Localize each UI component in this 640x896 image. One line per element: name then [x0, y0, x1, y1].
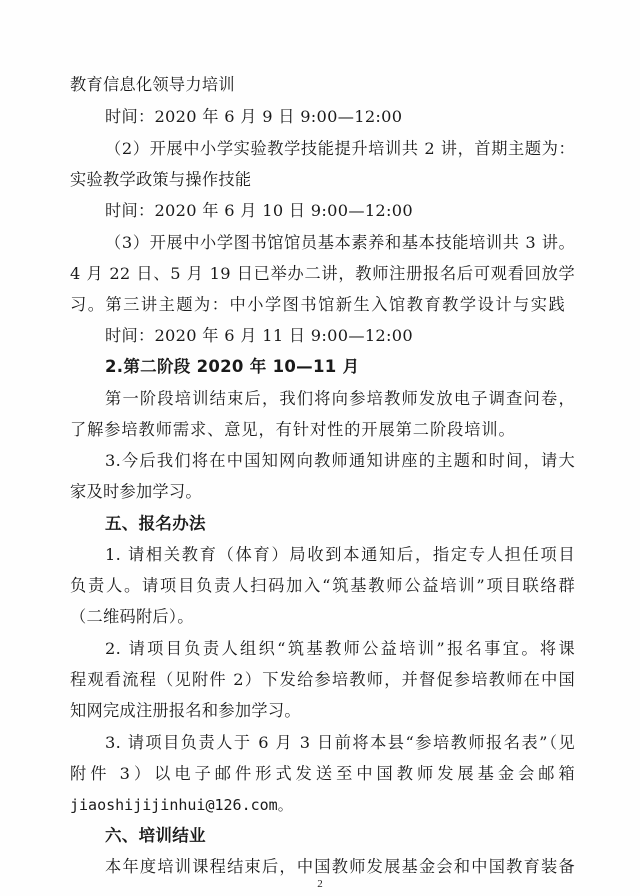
text-line: 本年度培训课程结束后，中国教师发展基金会和中国教育装备 — [105, 857, 575, 876]
text-line: 实验教学政策与操作技能 — [70, 170, 252, 189]
text-line: 附件 3）以电子邮件形式发送至中国教师发展基金会邮箱 — [70, 764, 575, 783]
text-line: 3. 请项目负责人于 6 月 3 日前将本县“参培教师报名表”（见 — [105, 733, 575, 752]
email-address: jiaoshijijinhui@126.com。 — [70, 796, 293, 814]
text-line: 知网完成注册报名和参加学习。 — [70, 701, 301, 720]
text-line: 教育信息化领导力培训 — [70, 75, 235, 94]
text-line: （2）开展中小学实验教学技能提升培训共 2 讲，首期主题为： — [105, 139, 575, 158]
page-number: 2 — [317, 878, 323, 890]
text-line: 4 月 22 日、5 月 19 日已举办二讲，教师注册报名后可观看回放学 — [70, 264, 575, 283]
text-line: 第一阶段培训结束后，我们将向参培教师发放电子调查问卷， — [105, 389, 575, 408]
text-line: 3.今后我们将在中国知网向教师通知讲座的主题和时间，请大 — [105, 451, 575, 470]
text-line: 时间：2020 年 6 月 11 日 9:00—12:00 — [105, 326, 413, 345]
text-line: 时间：2020 年 6 月 10 日 9:00—12:00 — [105, 201, 413, 220]
text-line: 了解参培教师需求、意见，有针对性的开展第二阶段培训。 — [70, 420, 515, 439]
section-heading: 五、报名办法 — [105, 514, 206, 533]
text-line: 负责人。请项目负责人扫码加入“筑基教师公益培训”项目联络群 — [70, 576, 575, 595]
text-line: 习。第三讲主题为：中小学图书馆新生入馆教育教学设计与实践 — [70, 295, 565, 314]
text-line: 时间：2020 年 6 月 9 日 9:00—12:00 — [105, 107, 403, 126]
text-line: （3）开展中小学图书馆馆员基本素养和基本技能培训共 3 讲。 — [105, 233, 575, 252]
text-line: 1. 请相关教育（体育）局收到本通知后，指定专人担任项目 — [105, 545, 575, 564]
text-line: 家及时参加学习。 — [70, 482, 202, 501]
section-heading: 2.第二阶段 2020 年 10—11 月 — [105, 357, 360, 376]
section-heading: 六、培训结业 — [105, 826, 206, 845]
text-line: 2. 请项目负责人组织“筑基教师公益培训”报名事宜。将课 — [105, 639, 575, 658]
text-line: （二维码附后）。 — [70, 607, 194, 626]
text-line: 程观看流程（见附件 2）下发给参培教师，并督促参培教师在中国 — [70, 670, 575, 689]
